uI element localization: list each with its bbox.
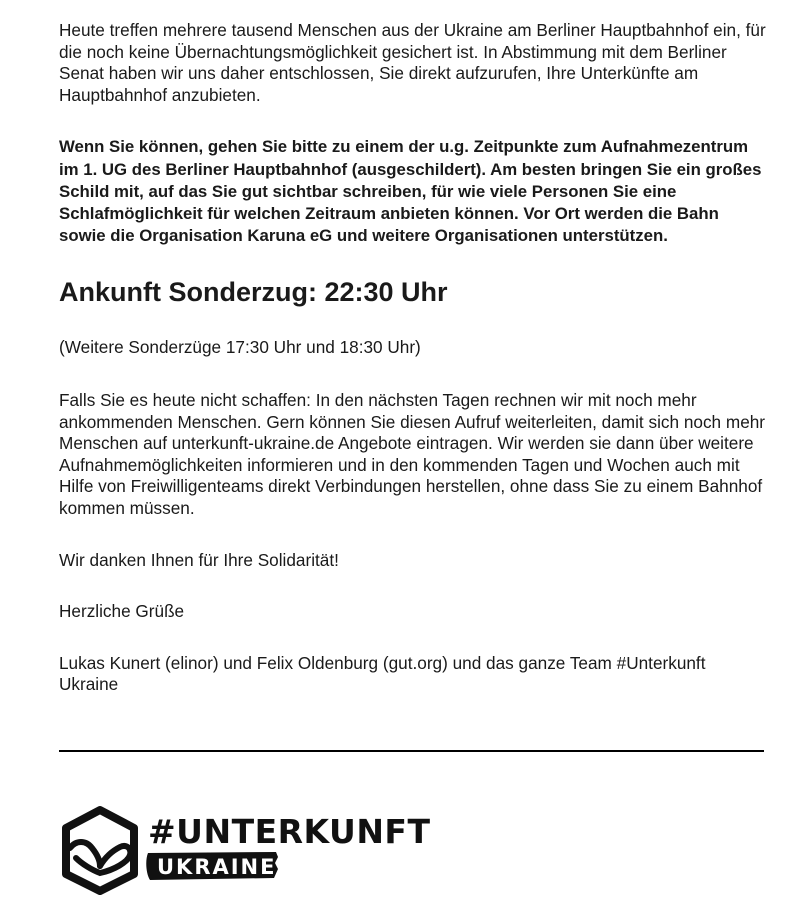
thanks-text: Wir danken Ihnen für Ihre Solidarität!: [59, 549, 339, 570]
other-trains-text: (Weitere Sonderzüge 17:30 Uhr und 18:30 Uhr): [59, 337, 421, 358]
house-heart-icon: [66, 810, 134, 891]
divider-line: [59, 750, 764, 752]
arrival-heading: Ankunft Sonderzug: 22:30 Uhr: [59, 277, 448, 308]
signature-text: Lukas Kunert (elinor) und Felix Oldenburg (gut.org) und das ganze Team #Unterkunft Ukraine: [59, 652, 706, 695]
logo-subline-badge: [146, 852, 278, 880]
later-days-paragraph: Falls Sie es heute nicht schaffen: In den nächsten Tagen rechnen wir mit noch mehr ankommenden Menschen. Gern können Sie diesen Aufruf weiterleiten, damit sich noch mehr Menschen auf unterkunft-ukraine.de Angebote eintragen. Wir werden sie dann über weitere Aufnahmemöglichkeiten informieren und in den kommenden Tagen und Wochen auch mit Hilfe von Freiwilligenteams direkt Verbindungen herstellen, ohne dass Sie zu einem Bahnhof kommen müssen.: [59, 389, 766, 518]
greeting-text: Herzliche Grüße: [59, 601, 185, 622]
logo-headline: #UNTERKUNFT: [148, 812, 431, 851]
intro-paragraph: Heute treffen mehrere tausend Menschen aus der Ukraine am Berliner Hauptbahnhof ein, für die noch keine Übernachtungsmöglichkeit gesichert ist. In Abstimmung mit dem Berliner Senat haben wir uns daher entschlossen, Sie direkt aufzurufen, Ihre Unterkünfte am Hauptbahnhof anzubieten.: [59, 20, 766, 105]
unterkunft-ukraine-logo: [62, 800, 431, 895]
logo-subline: UKRAINE: [157, 855, 277, 879]
letter-body: [59, 20, 769, 696]
request-paragraph: Wenn Sie können, gehen Sie bitte zu einem der u.g. Zeitpunkte zum Aufnahmezentrum im 1. UG des Berliner Hauptbahnhof (ausgeschildert). Am besten bringen Sie ein großes Schild mit, auf das Sie gut sichtbar schreiben, für wie viele Personen Sie eine Schlafmöglichkeit für welchen Zeitraum anbieten können. Vor Ort werden die Bahn sowie die Organisation Karuna eG und weitere Organisationen unterstützen.: [59, 137, 762, 246]
